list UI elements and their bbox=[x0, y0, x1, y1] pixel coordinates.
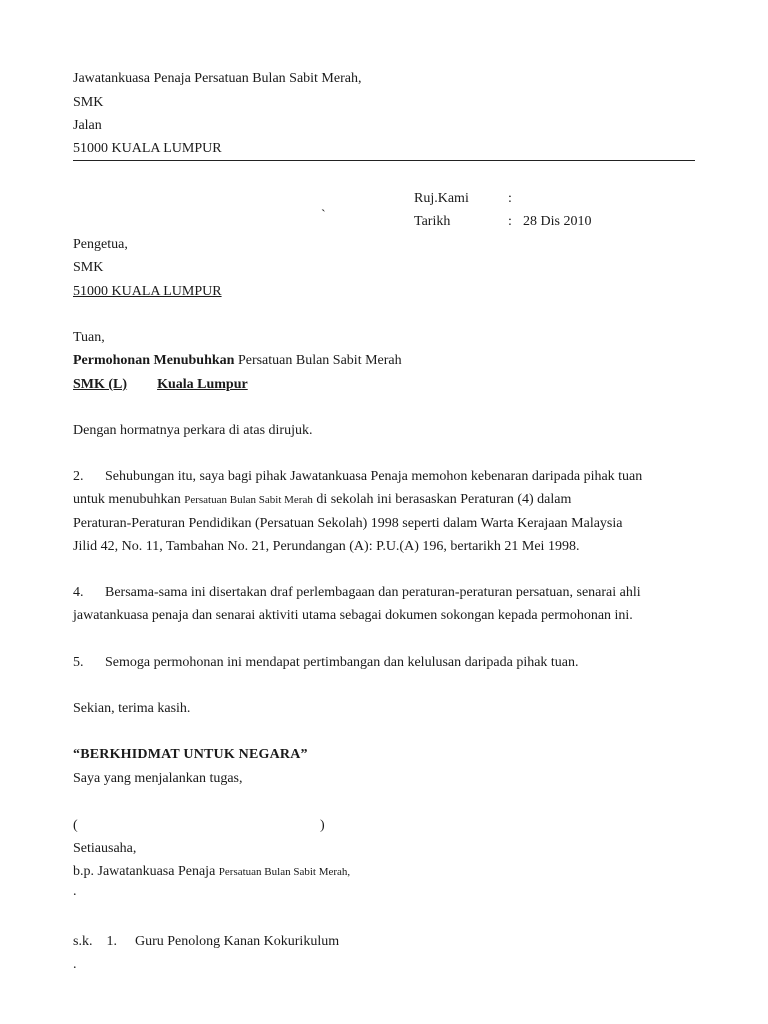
paragraph-2-text-2b: di sekolah ini berasaskan Peraturan (4) dalam bbox=[312, 492, 572, 507]
paragraph-2-line-2 bbox=[73, 491, 571, 509]
recipient-line-1: Pengetua, bbox=[73, 237, 128, 252]
sk-number: 1. bbox=[106, 934, 117, 949]
paragraph-2-line-3: Peraturan-Peraturan Pendidikan (Persatuan Sekolah) 1998 seperti dalam Warta Kerajaan Malaysia bbox=[73, 516, 623, 531]
paragraph-5-text-1: Semoga permohonan ini mendapat pertimbangan dan kelulusan daripada pihak tuan. bbox=[105, 655, 579, 670]
paragraph-5-line-1 bbox=[73, 654, 579, 672]
tarikh-label: Tarikh bbox=[414, 214, 451, 229]
signature-close-paren: ) bbox=[320, 818, 325, 833]
recipient-line-3: 51000 KUALA LUMPUR bbox=[73, 284, 222, 299]
closing-thanks: Sekian, terima kasih. bbox=[73, 701, 191, 716]
stray-mark: ` bbox=[321, 208, 326, 223]
header-rule bbox=[73, 160, 695, 161]
subject-rest: Persatuan Bulan Sabit Merah bbox=[234, 353, 402, 368]
signature-open-paren: ( bbox=[73, 818, 78, 833]
closing-motto: “BERKHIDMAT UNTUK NEGARA” bbox=[73, 747, 308, 762]
sender-line-4: 51000 KUALA LUMPUR bbox=[73, 141, 222, 156]
closing-bp-text: b.p. Jawatankuasa Penaja bbox=[73, 864, 219, 879]
closing-bp-society: Persatuan Bulan Sabit Merah, bbox=[218, 866, 351, 878]
tarikh-value: 28 Dis 2010 bbox=[523, 214, 592, 229]
paragraph-2-line-1 bbox=[73, 468, 642, 486]
closing-title: Setiausaha, bbox=[73, 841, 137, 856]
sk-label: s.k. bbox=[73, 934, 93, 949]
sender-line-1: Jawatankuasa Penaja Persatuan Bulan Sabit Merah, bbox=[73, 71, 362, 86]
tarikh-colon: : bbox=[508, 214, 512, 229]
salutation: Tuan, bbox=[73, 330, 105, 345]
paragraph-2-number: 2. bbox=[73, 469, 84, 484]
subject-line-2 bbox=[73, 376, 248, 394]
paragraph-5-number: 5. bbox=[73, 655, 84, 670]
paragraph-2-line-4: Jilid 42, No. 11, Tambahan No. 21, Perundangan (A): P.U.(A) 196, bertarikh 21 Mei 1998. bbox=[73, 539, 580, 554]
sk-item: Guru Penolong Kanan Kokurikulum bbox=[134, 934, 340, 949]
closing-bp-line bbox=[73, 863, 350, 881]
paragraph-2-text-1: Sehubungan itu, saya bagi pihak Jawatankuasa Penaja memohon kebenaran daripada pihak tuan bbox=[105, 469, 643, 484]
paragraph-4-text-1: Bersama-sama ini disertakan draf perlembagaan dan peraturan-peraturan persatuan, senarai ahli bbox=[105, 585, 641, 600]
sk-line bbox=[73, 933, 339, 951]
paragraph-2-text-2a: untuk menubuhkan bbox=[73, 492, 185, 507]
subject-school: SMK (L) bbox=[73, 377, 128, 392]
closing-dot-1: . bbox=[73, 884, 77, 899]
paragraph-2-society-name: Persatuan Bulan Sabit Merah bbox=[184, 494, 313, 506]
sender-line-2: SMK bbox=[73, 95, 104, 110]
subject-city: Kuala Lumpur bbox=[157, 377, 248, 392]
paragraph-4-line-1 bbox=[73, 584, 641, 602]
ruj-label: Ruj.Kami bbox=[414, 191, 469, 206]
paragraph-1: Dengan hormatnya perkara di atas dirujuk. bbox=[73, 423, 313, 438]
recipient-line-2: SMK bbox=[73, 260, 104, 275]
paragraph-4-line-2: jawatankuasa penaja dan senarai aktiviti utama sebagai dokumen sokongan kepada permohonan ini. bbox=[73, 608, 633, 623]
closing-dot-2: . bbox=[73, 957, 77, 972]
closing-duty: Saya yang menjalankan tugas, bbox=[73, 771, 243, 786]
sender-line-3: Jalan bbox=[73, 118, 102, 133]
subject-bold: Permohonan Menubuhkan bbox=[73, 353, 235, 368]
ruj-colon: : bbox=[508, 191, 512, 206]
paragraph-4-number: 4. bbox=[73, 585, 84, 600]
subject-line-1 bbox=[73, 352, 402, 370]
